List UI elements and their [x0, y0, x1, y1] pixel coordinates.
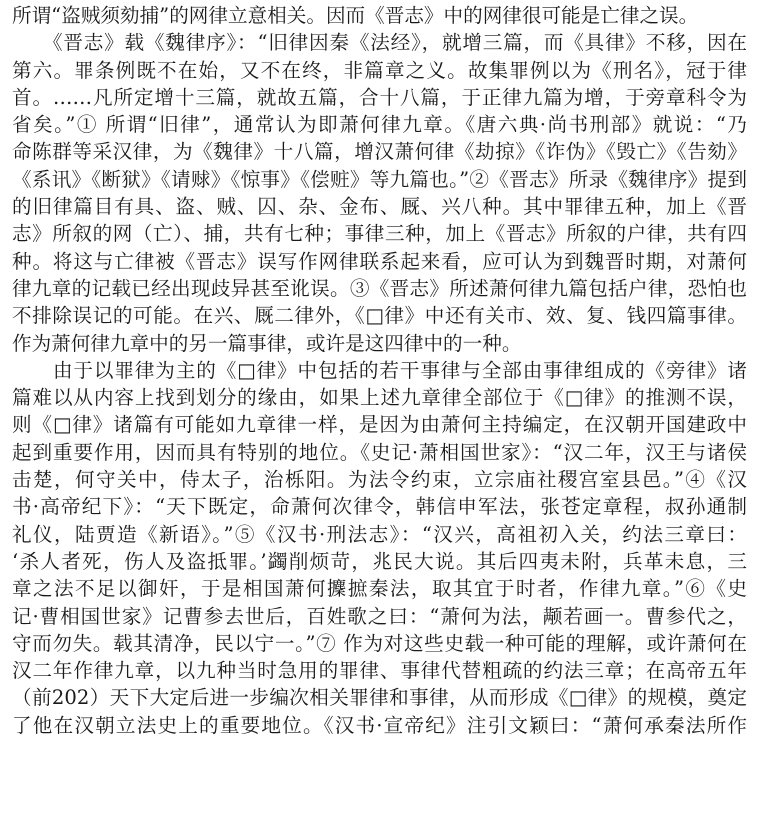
text-line: 第六。罪条例既不在始，又不在终，非篇章之义。故集罪例以为《刑名》，冠于律: [12, 58, 747, 82]
text-line: 守而勿失。载其清净，民以宁一。”⑦ 作为对这些史载一种可能的理解，或许萧何在: [12, 631, 747, 655]
text-line: 种。将这与亡律被《晋志》误写作网律联系起来看，应可认为到魏晋时期，对萧何: [12, 249, 747, 273]
text-line: 的旧律篇目有具、盗、贼、囚、杂、金布、厩、兴八种。其中罪律五种，加上《晋: [12, 195, 747, 219]
paragraph: [12, 357, 747, 739]
paragraph: [12, 29, 747, 357]
text-line: （前202）天下大定后进一步编次相关罪律和事律，从而形成《□律》的规模，奠定: [12, 686, 747, 710]
text-line: 礼仪，陆贾造《新语》。”⑤《汉书·刑法志》：“汉兴，高祖初入关，约法三章曰：: [12, 522, 747, 546]
text-line: 则《□律》诸篇有可能如九章律一样，是因为由萧何主持编定，在汉朝开国建政中: [12, 413, 747, 437]
text-line: 记·曹相国世家》记曹参去世后，百姓歌之曰：“萧何为法，颟若画一。曹参代之，: [12, 604, 747, 628]
text-line: 命陈群等采汉律，为《魏律》十八篇，增汉萧何律《劫掠》《诈伪》《毁亡》《告劾》: [12, 140, 747, 164]
text-line: 书·高帝纪下》：“天下既定，命萧何次律令，韩信申军法，张苍定章程，叔孙通制: [12, 495, 747, 519]
text-line: 所谓“盗贼须劾捕”的网律立意相关。因而《晋志》中的网律很可能是亡律之误。: [12, 4, 699, 27]
text-line: 《系讯》《断狱》《请赇》《惊事》《偿赃》等九篇也。”②《晋志》所录《魏律序》提到: [12, 167, 747, 191]
text-line: 首。……凡所定增十三篇，就故五篇，合十八篇，于正律九篇为增，于旁章科令为: [12, 85, 747, 109]
text-line: ‘杀人者死，伤人及盗抵罪。’蠲削烦苛，兆民大说。其后四夷未附，兵革未息，三: [12, 549, 747, 573]
text-line: 汉二年作律九章，以九种当时急用的罪律、事律代替粗疏的约法三章；在高帝五年: [12, 659, 747, 683]
text-line: 章之法不足以御奸，于是相国萧何攈摭秦法，取其宜于时者，作律九章。”⑥《史: [12, 577, 747, 601]
text-line: 省矣。”① 所谓“旧律”，通常认为即萧何律九章。《唐六典·尚书刑部》就说：“乃: [12, 113, 747, 137]
text-line: 由于以罪律为主的《□律》中包括的若干事律与全部由事律组成的《旁律》诸: [12, 358, 747, 382]
text-line: 律九章的记载已经出现歧异甚至讹误。③《晋志》所述萧何律九篇包括户律，恐怕也: [12, 276, 747, 300]
text-line: 了他在汉朝立法史上的重要地位。《汉书·宣帝纪》注引文颖曰：“萧何承秦法所作: [12, 713, 747, 737]
text-line: 《晋志》载《魏律序》：“旧律因秦《法经》，就增三篇，而《具律》不移，因在: [12, 31, 747, 55]
text-line: 起到重要作用，因而具有特别的地位。《史记·萧相国世家》：“汉二年，汉王与诸侯: [12, 440, 747, 464]
text-line: 不排除误记的可能。在兴、厩二律外，《□律》中还有关市、效、复、钱四篇事律。: [12, 304, 747, 328]
text-line: 击楚，何守关中，侍太子，治栎阳。为法令约束，立宗庙社稷宫室县邑。”④《汉: [12, 468, 747, 492]
document-body: [12, 2, 747, 739]
text-line: 志》所叙的网（亡）、捕，共有七种；事律三种，加上《晋志》所叙的户律，共有四: [12, 222, 747, 246]
text-line: 篇难以从内容上找到划分的缘由，如果上述九章律全部位于《□律》的推测不误，: [12, 386, 747, 410]
paragraph: [12, 2, 747, 29]
text-line: 作为萧何律九章中的另一篇事律，或许是这四律中的一种。: [12, 331, 522, 355]
